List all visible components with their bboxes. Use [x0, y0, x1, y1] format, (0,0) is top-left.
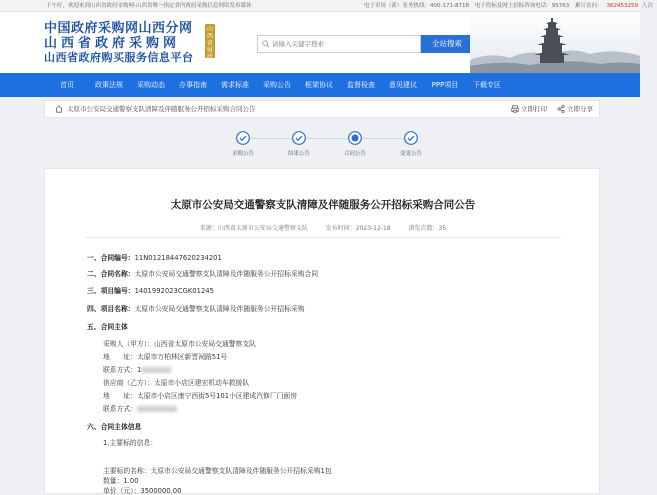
logo-line-3: 山西省政府购买服务信息平台 [44, 51, 194, 64]
breadcrumb-path: 太原市公安局交通警察支队清障及伴随服务公开招标采购合同公告 [67, 105, 256, 113]
logo-badge: 山西省财政厅 [206, 26, 213, 68]
item-quantity: 数量：1.00 [103, 477, 139, 485]
check-circle-icon [404, 131, 418, 145]
article-source: 来源：山西省太原市公安局交通警察支队 [199, 225, 308, 232]
contract-name-row [87, 268, 318, 278]
check-circle-icon [292, 131, 306, 145]
article-title: 太原市公安局交通警察支队清障及伴随服务公开招标采购合同公告 [170, 199, 476, 211]
redacted-phone [141, 367, 171, 373]
nav-standards[interactable]: 需求标准 [221, 81, 249, 89]
pagoda-illustration-icon [470, 12, 640, 73]
contract-parties-heading [87, 321, 128, 331]
print-label: 立即打印 [521, 105, 547, 113]
nav-announcements[interactable]: 采购公告 [263, 81, 291, 89]
nav-policy[interactable]: 政策法规 [95, 81, 123, 89]
visitors-label: 累计访问： [574, 3, 603, 9]
visitors-suffix: 人次 [641, 3, 653, 9]
article-publish-time: 发布时间：2023-12-18 [325, 225, 391, 232]
site-search-button[interactable]: 全站搜索 [421, 35, 473, 53]
step-change[interactable] [391, 131, 431, 157]
nav-guide[interactable]: 办事指南 [179, 81, 207, 89]
step-contract[interactable] [335, 131, 375, 157]
supplier-line: 供应商（乙方）：太原市小店区建宏机动车救援队 [103, 379, 250, 387]
section-label: 四、项目名称： [87, 305, 135, 313]
meta-divider [85, 237, 561, 238]
section-label: 三、项目编号： [87, 287, 135, 295]
nav-home[interactable]: 首页 [60, 81, 74, 89]
search-box [257, 35, 421, 53]
supplier-contact: 联系方式： [103, 405, 137, 413]
section-label: 六、合同主体信息 [87, 423, 142, 431]
buyer-line: 采购人（甲方）：山西省太原市公安局交通警察支队 [103, 340, 256, 348]
check-circle-icon [236, 131, 250, 145]
buyer-contact: 联系方式：1 [103, 366, 142, 374]
nav-feedback[interactable]: 意见建议 [389, 81, 417, 89]
step-label: 合同公告 [343, 151, 366, 157]
section-label: 二、合同名称： [87, 270, 135, 278]
project-number-row [87, 285, 214, 295]
topbar-right [364, 0, 657, 12]
search-input[interactable] [272, 37, 417, 51]
contract-info-heading [87, 421, 141, 431]
nav-download[interactable]: 下载专区 [473, 81, 501, 89]
printer-icon [511, 105, 519, 113]
site-logo[interactable] [44, 21, 204, 65]
nav-news[interactable]: 采购动态 [137, 81, 165, 89]
nav-framework[interactable]: 框架协议 [305, 81, 333, 89]
share-label: 立即分享 [567, 105, 593, 113]
current-step-icon [348, 131, 362, 145]
buyer-address: 地 址：太原市万柏林区新晋祠路51号 [103, 353, 228, 361]
home-icon[interactable] [55, 105, 63, 113]
announcement-steps [44, 122, 600, 166]
print-button[interactable] [511, 101, 547, 117]
visitors-count: 362453259 [606, 3, 638, 9]
main-item-heading: 1.主要标的信息： [103, 439, 158, 447]
project-name: 太原市公安局交通警察支队清障及伴随服务公开招标采购 [134, 305, 305, 313]
step-label: 结果公告 [287, 151, 310, 157]
email-text: 电子投标及网上招标咨询电话：95763 [474, 3, 570, 9]
hotline-text: 电子卖场（新）业务热线：400-171-8718 [364, 3, 469, 9]
share-icon [557, 105, 565, 113]
nav-supervision[interactable]: 监督检查 [347, 81, 375, 89]
step-result[interactable] [279, 131, 319, 157]
article-meta [45, 223, 601, 232]
nav-ppp[interactable]: PPP项目 [431, 81, 459, 89]
contract-name: 太原市公安局交通警察支队清障及伴随服务公开招标采购合同 [134, 270, 319, 278]
main-nav [0, 73, 640, 97]
site-header [0, 12, 640, 73]
supplier-address: 地 址：太原市小店区康宁西街5号101小区建成汽修厂门面房 [103, 392, 298, 400]
buyer-contact-row [103, 364, 171, 374]
contract-number: 11N012184476​20234201 [134, 254, 222, 262]
redacted-phone [137, 406, 177, 412]
steps-connector [244, 138, 411, 139]
step-label: 变更公告 [399, 151, 422, 157]
section-label: 一、合同编号： [87, 254, 135, 262]
step-procurement[interactable] [223, 131, 263, 157]
project-number: 1401992023CGK01245 [134, 287, 214, 295]
logo-line-2: 山西省政府采购网 [44, 36, 181, 51]
breadcrumb [44, 100, 600, 118]
article-card [44, 168, 600, 494]
project-name-row [87, 303, 305, 313]
contract-number-row [87, 252, 222, 262]
share-button[interactable] [557, 101, 593, 117]
search-icon [262, 40, 270, 48]
supplier-contact-row [103, 403, 177, 413]
item-price: 单价（元）：3500000.00 [103, 487, 182, 495]
top-info-bar [0, 0, 653, 12]
section-label: 五、合同主体 [87, 323, 128, 331]
item-name: 主要标的名称：太原市公安局交通警察支队清障及伴随服务公开招标采购1包 [103, 467, 332, 475]
welcome-text: 下午好，欢迎来到山西省政府采购网-山西省唯一指定省内政府采购信息网络发布媒体 [46, 3, 252, 9]
article-views: 浏览次数：35 [408, 225, 447, 232]
step-label: 采购公告 [231, 151, 254, 157]
logo-line-1: 中国政府采购网山西分网 [44, 21, 193, 36]
